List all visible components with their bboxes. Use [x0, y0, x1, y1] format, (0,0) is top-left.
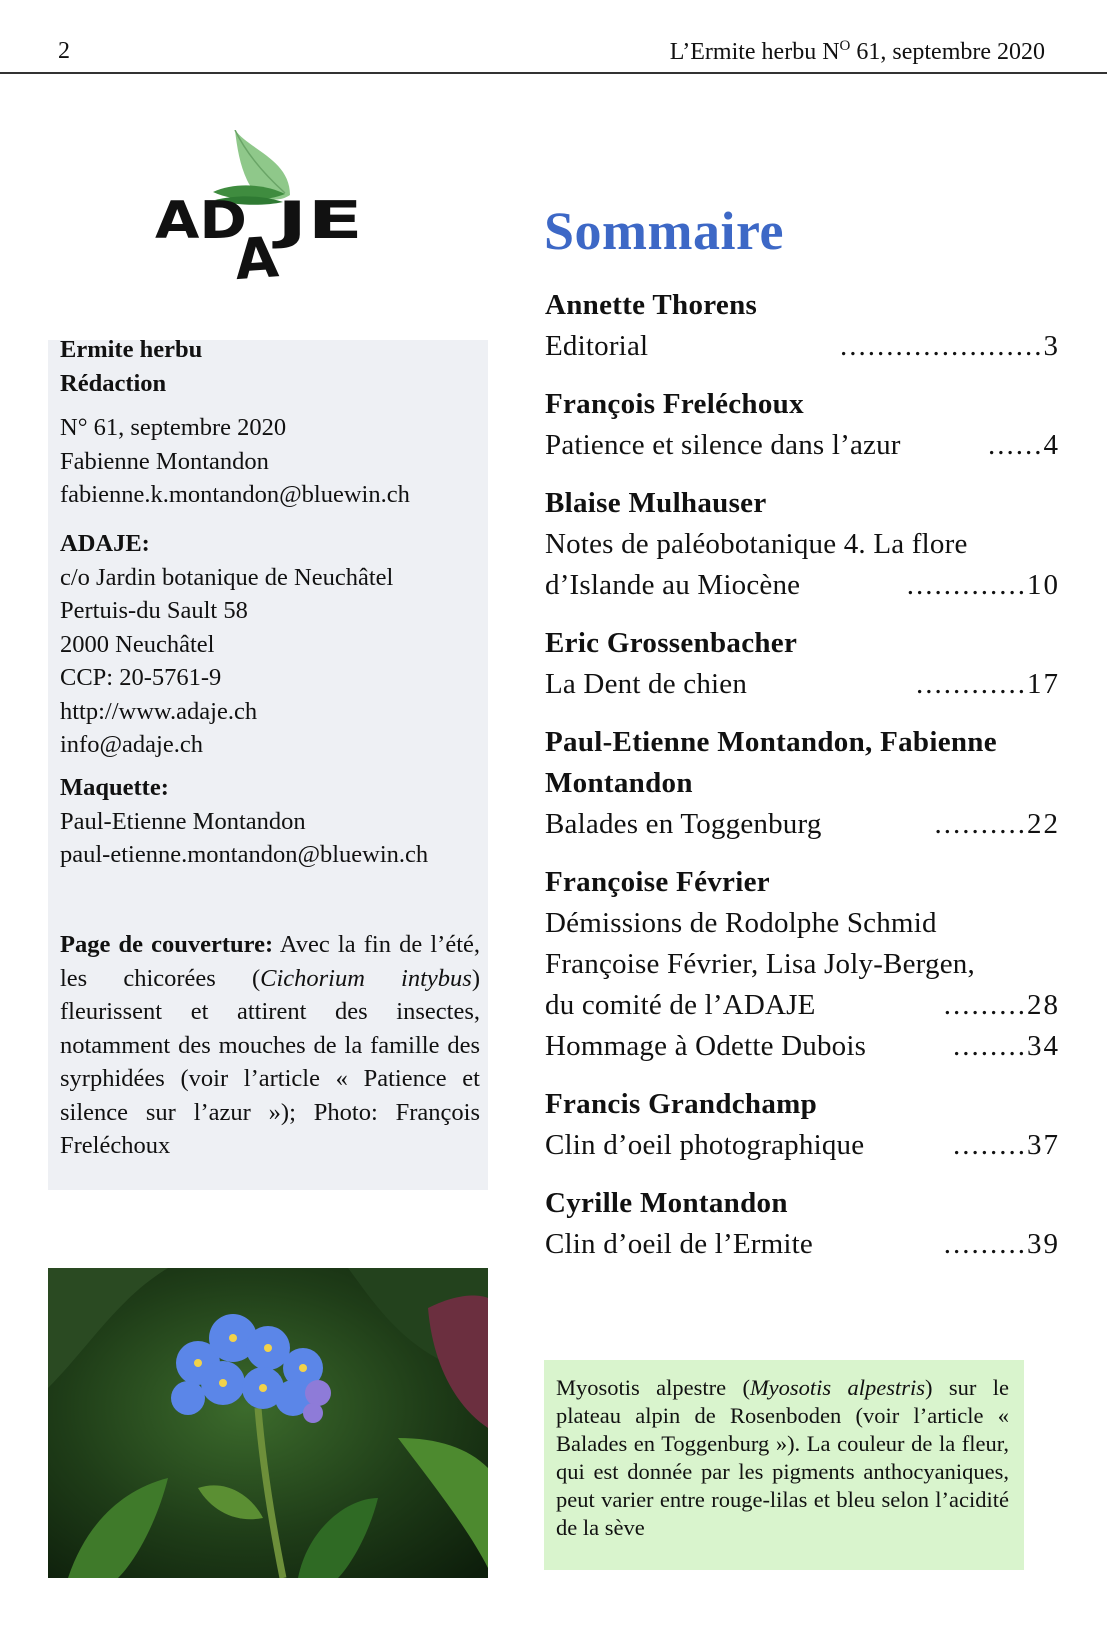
toc-entry	[545, 1084, 1060, 1166]
toc-line[interactable]	[545, 1224, 1060, 1265]
caption-species: Myosotis alpestris	[749, 1375, 926, 1400]
toc-article-title: Clin d’oeil de l’Ermite	[545, 1228, 813, 1260]
toc-article-title: Editorial	[545, 330, 649, 362]
toc-line[interactable]	[545, 804, 1060, 845]
toc-entry	[545, 722, 1060, 845]
address-line-3: 2000 Neuchâtel	[60, 630, 215, 658]
toc-line[interactable]	[545, 425, 1060, 466]
toc-line[interactable]	[545, 985, 1060, 1026]
toc-author: Francis Grandchamp	[545, 1088, 818, 1120]
toc-author: Blaise Mulhauser	[545, 487, 767, 519]
svg-text:AD: AD	[155, 191, 247, 251]
toc-author: Eric Grossenbacher	[545, 627, 798, 659]
toc-article-title: Hommage à Odette Dubois	[545, 1030, 867, 1062]
toc-page-ref: ......4	[988, 429, 1060, 461]
toc-article-title: Balades en Toggenburg	[545, 808, 822, 840]
running-title-post: 61, septembre 2020	[850, 39, 1045, 65]
toc-entry	[545, 384, 1060, 466]
toc-author: Cyrille Montandon	[545, 1187, 788, 1219]
page-number: 2	[58, 38, 70, 64]
toc-author: Annette Thorens	[545, 289, 758, 321]
adaje-address-block	[60, 527, 480, 762]
adaje-logo	[155, 130, 385, 300]
cover-description	[60, 928, 480, 1163]
toc-line[interactable]	[545, 524, 1060, 565]
editor-block	[60, 411, 480, 512]
sommaire-title: Sommaire	[544, 201, 784, 261]
address-line-1: c/o Jardin botanique de Neuchâtel	[60, 563, 394, 591]
toc-page-ref: .........28	[943, 989, 1060, 1021]
photo-caption	[544, 1360, 1024, 1570]
caption-text-2: ) sur le plateau alpin de Rosenboden (voir l’article « Balades en Toggenburg »). La couleur de la fleur, qui est donnée par les pigments anthocyaniques, peut varier entre rouge-lilas et bleu selon l’acidité de la sève	[556, 1375, 1009, 1540]
toc-article-title: Françoise Février, Lisa Joly-Bergen,	[545, 948, 975, 980]
toc-page-ref: ............17	[916, 668, 1060, 700]
table-of-contents	[545, 285, 1060, 1282]
issue-line: N° 61, septembre 2020	[60, 414, 287, 441]
redaction-label: Rédaction	[60, 369, 167, 397]
toc-page-ref: ......................3	[840, 330, 1060, 362]
toc-article-title: Notes de paléobotanique 4. La flore	[545, 528, 968, 560]
cover-species: Cichorium intybus	[260, 964, 472, 992]
toc-page-ref: ........34	[953, 1030, 1060, 1062]
header-rule	[0, 72, 1107, 74]
editor-name: Fabienne Montandon	[60, 447, 269, 475]
running-title-pre: L’Ermite herbu N	[669, 39, 840, 65]
toc-entry	[545, 623, 1060, 705]
contact-email[interactable]: info@adaje.ch	[60, 731, 203, 758]
toc-author: Françoise Février	[545, 866, 770, 898]
website-link[interactable]: http://www.adaje.ch	[60, 697, 258, 725]
maquette-block	[60, 771, 480, 872]
toc-page-ref: ..........22	[934, 808, 1060, 840]
toc-entry	[545, 285, 1060, 367]
toc-article-title: Patience et silence dans l’azur	[545, 429, 901, 461]
toc-article-title: Clin d’oeil photographique	[545, 1129, 865, 1161]
maquette-email: paul-etienne.montandon@bluewin.ch	[60, 841, 429, 868]
editor-email: fabienne.k.montandon@bluewin.ch	[60, 481, 410, 508]
svg-text:A: A	[232, 225, 281, 294]
running-title	[670, 38, 1045, 66]
cover-text-1: Avec la fin de l’été, les chicorées (	[60, 931, 480, 992]
maquette-name: Paul-Etienne Montandon	[60, 807, 306, 835]
toc-line[interactable]	[545, 944, 1060, 985]
toc-line[interactable]	[545, 903, 1060, 944]
toc-line[interactable]	[545, 326, 1060, 367]
toc-entry	[545, 483, 1060, 606]
toc-page-ref: ........37	[953, 1129, 1060, 1161]
toc-article-title: Démissions de Rodolphe Schmid	[545, 907, 937, 939]
toc-entry	[545, 862, 1060, 1067]
toc-page-ref: .............10	[906, 569, 1060, 601]
toc-article-title: La Dent de chien	[545, 668, 748, 700]
cover-text-2: ) fleurissent et attirent des insectes, notamment des mouches de la famille des syrphidées (voir l’article « Patience et silence sur l’azur »); Photo: François Freléchoux	[60, 964, 480, 1159]
running-title-sup: O	[839, 38, 851, 54]
toc-author: Paul-Etienne Montandon, Fabienne Montandon	[545, 726, 997, 799]
ccp-line: CCP: 20-5761-9	[60, 664, 222, 691]
caption-text-1: Myosotis alpestre (	[556, 1375, 750, 1400]
toc-entry	[545, 1183, 1060, 1265]
toc-page-ref: .........39	[943, 1228, 1060, 1260]
publication-name: Ermite herbu	[60, 336, 203, 363]
toc-line[interactable]	[545, 1125, 1060, 1166]
maquette-label: Maquette:	[60, 774, 169, 801]
editorial-block	[60, 333, 480, 400]
toc-line[interactable]	[545, 1026, 1060, 1067]
toc-line[interactable]	[545, 565, 1060, 606]
forget-me-not-photo	[48, 1268, 488, 1578]
cover-label: Page de couverture:	[60, 931, 274, 958]
adaje-label: ADAJE:	[60, 530, 150, 557]
toc-article-title: d’Islande au Miocène	[545, 569, 801, 601]
page-header	[0, 0, 1107, 74]
svg-text:JE: JE	[272, 191, 363, 251]
toc-article-title: du comité de l’ADAJE	[545, 989, 816, 1021]
address-line-2: Pertuis-du Sault 58	[60, 597, 248, 624]
toc-author: François Freléchoux	[545, 388, 804, 420]
toc-line[interactable]	[545, 664, 1060, 705]
